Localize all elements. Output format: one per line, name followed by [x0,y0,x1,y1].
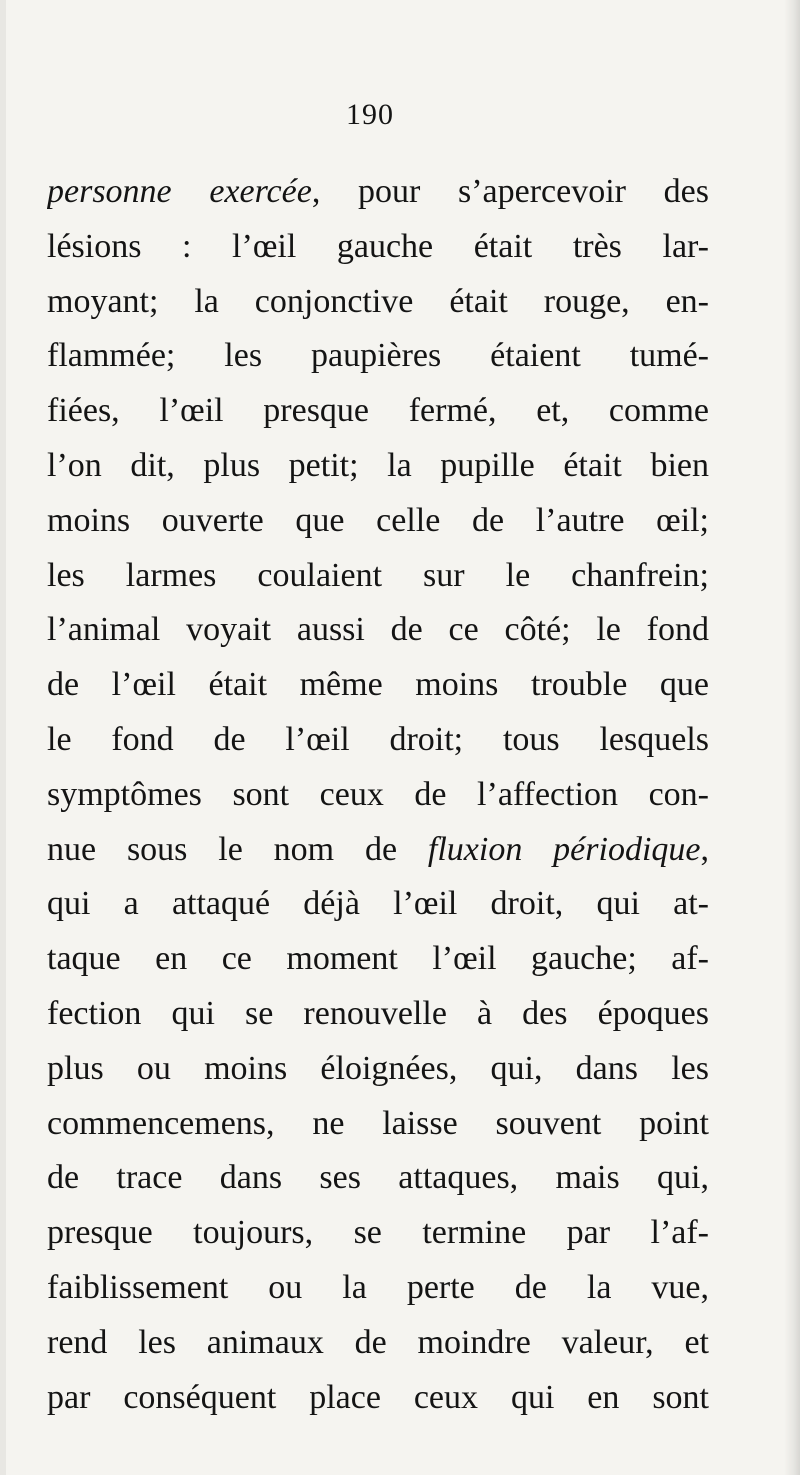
text-segment: de l’œil était même moins trouble que [47,666,709,704]
text-line [47,658,709,713]
text-line [47,1316,709,1371]
text-segment: flammée; les paupières étaient tumé- [47,337,709,375]
text-segment: rend les animaux de moindre valeur, et [47,1323,709,1361]
text-line [47,1261,709,1316]
text-segment: par conséquent place ceux qui en sont [47,1378,709,1416]
page-number: 190 [346,98,394,131]
text-segment: de trace dans ses attaques, mais qui, [47,1159,709,1197]
text-segment: l’on dit, plus petit; la pupille était bien [47,446,709,484]
body-text [47,165,709,1425]
text-line [47,877,709,932]
text-segment: qui a attaqué déjà l’œil droit, qui at- [47,885,709,923]
text-segment: moins ouverte que celle de l’autre œil; [47,501,709,539]
italic-text-segment: fluxion périodique [427,830,701,868]
text-line [47,987,709,1042]
text-line [47,603,709,658]
text-segment: moyant; la conjonctive était rouge, en- [47,282,709,320]
text-segment: , pour s’apercevoir des [311,173,709,210]
text-line [47,220,709,275]
text-segment: , [700,830,709,868]
text-line [47,713,709,768]
text-line [47,275,709,330]
text-segment: le fond de l’œil droit; tous lesquels [47,720,709,758]
text-line [47,1151,709,1206]
text-segment: l’animal voyait aussi de ce côté; le fond [47,611,709,649]
text-line [47,549,709,604]
text-line [47,439,709,494]
text-segment: taque en ce moment l’œil gauche; af- [47,940,709,978]
text-line [47,1206,709,1261]
text-segment: les larmes coulaient sur le chanfrein; [47,556,709,594]
text-segment: nue sous le nom de [47,830,428,868]
page-right-edge [784,0,800,1475]
page-left-edge [0,0,6,1475]
text-line [47,1042,709,1097]
text-line [47,768,709,823]
text-segment: plus ou moins éloignées, qui, dans les [47,1049,709,1087]
text-segment: commencemens, ne laisse souvent point [47,1104,709,1142]
text-line [47,1371,709,1426]
text-line [47,384,709,439]
text-segment: presque toujours, se termine par l’af- [47,1214,709,1252]
text-segment: fiées, l’œil presque fermé, et, comme [47,392,709,430]
text-line [47,823,709,878]
text-line [47,932,709,987]
text-segment: lésions : l’œil gauche était très lar- [47,227,709,265]
text-segment: symptômes sont ceux de l’affection con- [47,775,709,813]
text-line [47,1097,709,1152]
text-segment: fection qui se renouvelle à des époques [47,994,709,1032]
text-line [47,329,709,384]
italic-text-segment: personne exercée [47,173,312,210]
text-line [47,165,709,220]
text-segment: faiblissement ou la perte de la vue, [47,1268,709,1306]
text-line [47,494,709,549]
